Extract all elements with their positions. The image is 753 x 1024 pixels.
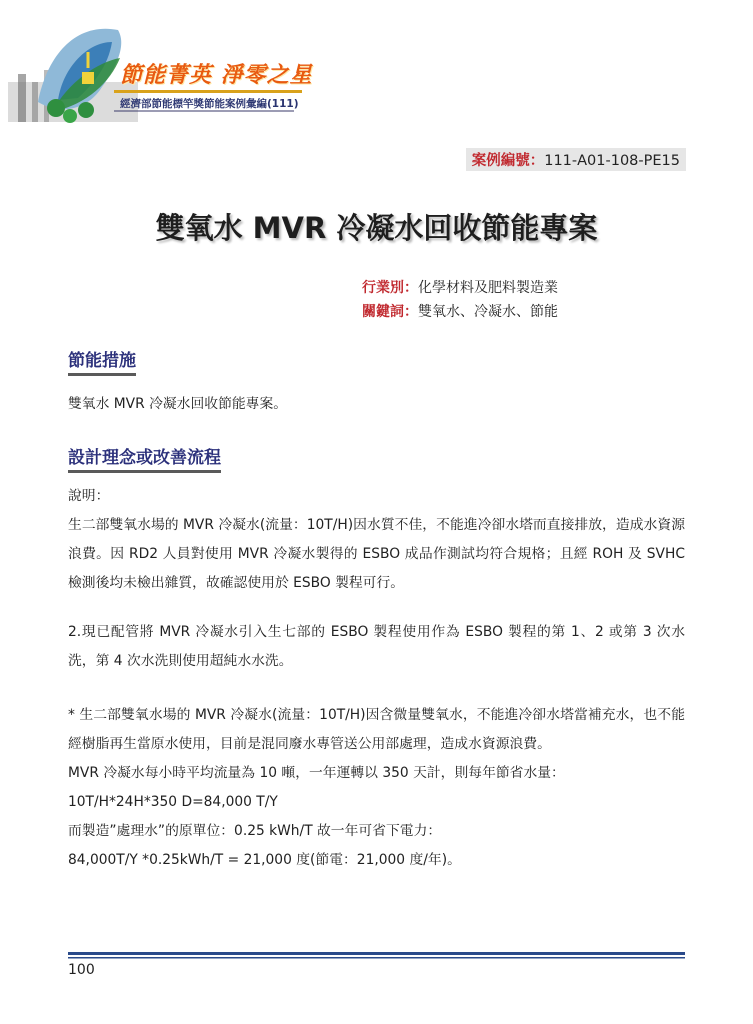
calc-line-2: 10T/H*24H*350 D=84,000 T/Y — [68, 794, 278, 810]
meta-info — [362, 276, 558, 324]
section-design-body — [68, 482, 685, 598]
logo-subtitle: 經濟部節能標竿獎節能案例彙編(111) — [120, 98, 299, 110]
keywords-value: 雙氧水、冷凝水、節能 — [418, 304, 558, 320]
measures-text: 雙氧水 MVR 冷凝水回收節能專案。 — [68, 396, 288, 412]
industry-row — [362, 276, 558, 300]
calc-line-3: 而製造”處理水”的原單位：0.25 kWh/T 故一年可省下電力： — [68, 823, 442, 839]
section-design-body-3 — [68, 701, 685, 875]
header-logo — [8, 12, 313, 132]
case-number-box — [466, 148, 686, 171]
case-number-value: 111-A01-108-PE15 — [544, 153, 680, 169]
design-paragraph-3: * 生二部雙氧水場的 MVR 冷凝水(流量：10T/H)因含微量雙氧水，不能進冷卻水塔當補充水，也不能經樹脂再生當原水使用，目前是混同廢水專管送公用部處理，造成水資源浪費。 — [68, 707, 685, 752]
logo-title: 節能菁英 淨零之星 — [120, 62, 313, 88]
industry-value: 化學材料及肥料製造業 — [418, 280, 558, 296]
section-heading-measures: 節能措施 — [68, 346, 136, 376]
industry-label: 行業別： — [362, 280, 418, 296]
footer-divider — [68, 952, 685, 960]
calc-line-1: MVR 冷凝水每小時平均流量為 10 噸，一年運轉以 350 天計，則每年節省水量： — [68, 765, 565, 781]
page-number: 100 — [68, 962, 95, 978]
design-intro-label: 說明： — [68, 488, 110, 504]
design-paragraph-1: 生二部雙氧水場的 MVR 冷凝水(流量：10T/H)因水質不佳，不能進冷卻水塔而直接排放，造成水資源浪費。因 RD2 人員對使用 MVR 冷凝水製得的 ESBO 成品作測試均符合規格；且經 ROH 及 SVHC 檢測後均未檢出雜質，故確認使用於 ESBO 製程可行。 — [68, 517, 685, 591]
section-design-body-2 — [68, 618, 685, 676]
calc-line-4: 84,000T/Y *0.25kWh/T = 21,000 度(節電：21,000 度/年)。 — [68, 852, 461, 868]
section-measures-body — [68, 390, 685, 419]
keywords-row — [362, 300, 558, 324]
page-title: 雙氧水 MVR 冷凝水回收節能專案 — [155, 211, 598, 245]
case-number-label: 案例編號： — [471, 153, 545, 169]
section-heading-design: 設計理念或改善流程 — [68, 443, 221, 473]
design-paragraph-2: 2.現已配管將 MVR 冷凝水引入生七部的 ESBO 製程使用作為 ESBO 製程的第 1、2 或第 3 次水洗，第 4 次水洗則使用超純水水洗。 — [68, 624, 685, 669]
keywords-label: 關鍵詞： — [362, 304, 418, 320]
